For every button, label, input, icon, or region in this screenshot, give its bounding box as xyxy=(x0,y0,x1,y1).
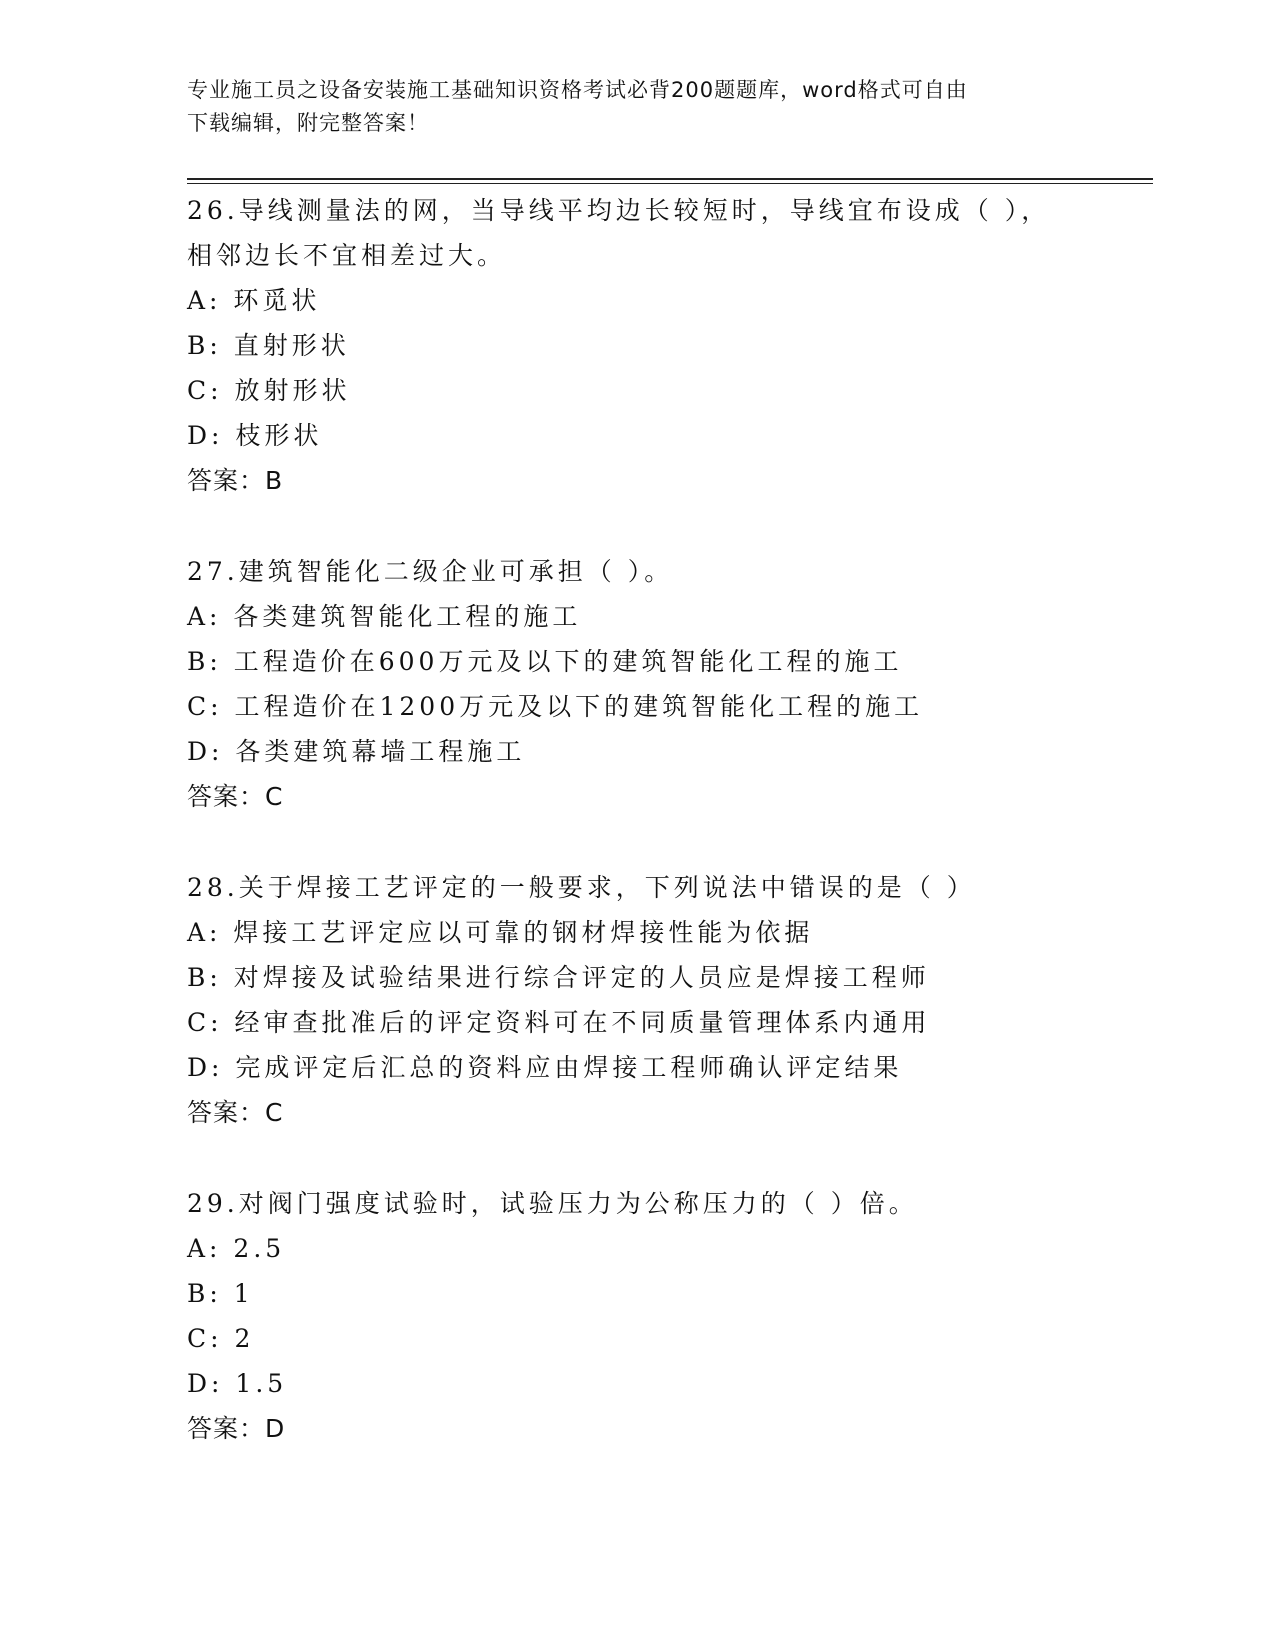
question-stem: 28.关于焊接工艺评定的一般要求，下列说法中错误的是（ ） xyxy=(187,873,976,902)
option-a: A: 各类建筑智能化工程的施工 xyxy=(187,602,582,631)
question-stem: 29.对阀门强度试验时，试验压力为公称压力的（ ）倍。 xyxy=(187,1189,918,1218)
header-line-2: 下载编辑，附完整答案！ xyxy=(187,111,429,135)
option-c: C: 2 xyxy=(187,1324,255,1353)
answer: 答案：C xyxy=(187,782,284,811)
document-header xyxy=(187,74,1087,140)
question-29 xyxy=(187,1181,1087,1451)
question-26 xyxy=(187,188,1087,503)
answer: 答案：B xyxy=(187,466,284,495)
option-a: A: 环觅状 xyxy=(187,286,321,315)
question-stem: 27.建筑智能化二级企业可承担（ ）。 xyxy=(187,557,674,586)
option-d: D: 1.5 xyxy=(187,1369,288,1398)
header-line-1: 专业施工员之设备安装施工基础知识资格考试必背200题题库，word格式可自由 xyxy=(187,78,968,102)
option-b: B: 1 xyxy=(187,1279,254,1308)
option-c: C: 工程造价在1200万元及以下的建筑智能化工程的施工 xyxy=(187,692,924,721)
answer: 答案：D xyxy=(187,1414,286,1443)
option-b: B: 直射形状 xyxy=(187,331,350,360)
option-a: A: 2.5 xyxy=(187,1234,286,1263)
header-divider-thin xyxy=(187,183,1153,184)
question-stem: 26.导线测量法的网，当导线平均边长较短时，导线宜布设成（ ）， xyxy=(187,196,1051,225)
question-28 xyxy=(187,865,1087,1135)
question-stem-continued: 相邻边长不宜相差过大。 xyxy=(187,241,507,270)
option-c: C: 放射形状 xyxy=(187,376,351,405)
question-list xyxy=(187,188,1087,1497)
header-divider-thick xyxy=(187,178,1153,180)
option-d: D: 完成评定后汇总的资料应由焊接工程师确认评定结果 xyxy=(187,1053,903,1082)
option-c: C: 经审查批准后的评定资料可在不同质量管理体系内通用 xyxy=(187,1008,931,1037)
option-b: B: 对焊接及试验结果进行综合评定的人员应是焊接工程师 xyxy=(187,963,930,992)
question-27 xyxy=(187,549,1087,819)
answer: 答案：C xyxy=(187,1098,284,1127)
option-a: A: 焊接工艺评定应以可靠的钢材焊接性能为依据 xyxy=(187,918,814,947)
option-b: B: 工程造价在600万元及以下的建筑智能化工程的施工 xyxy=(187,647,903,676)
option-d: D: 各类建筑幕墙工程施工 xyxy=(187,737,526,766)
option-d: D: 枝形状 xyxy=(187,421,323,450)
